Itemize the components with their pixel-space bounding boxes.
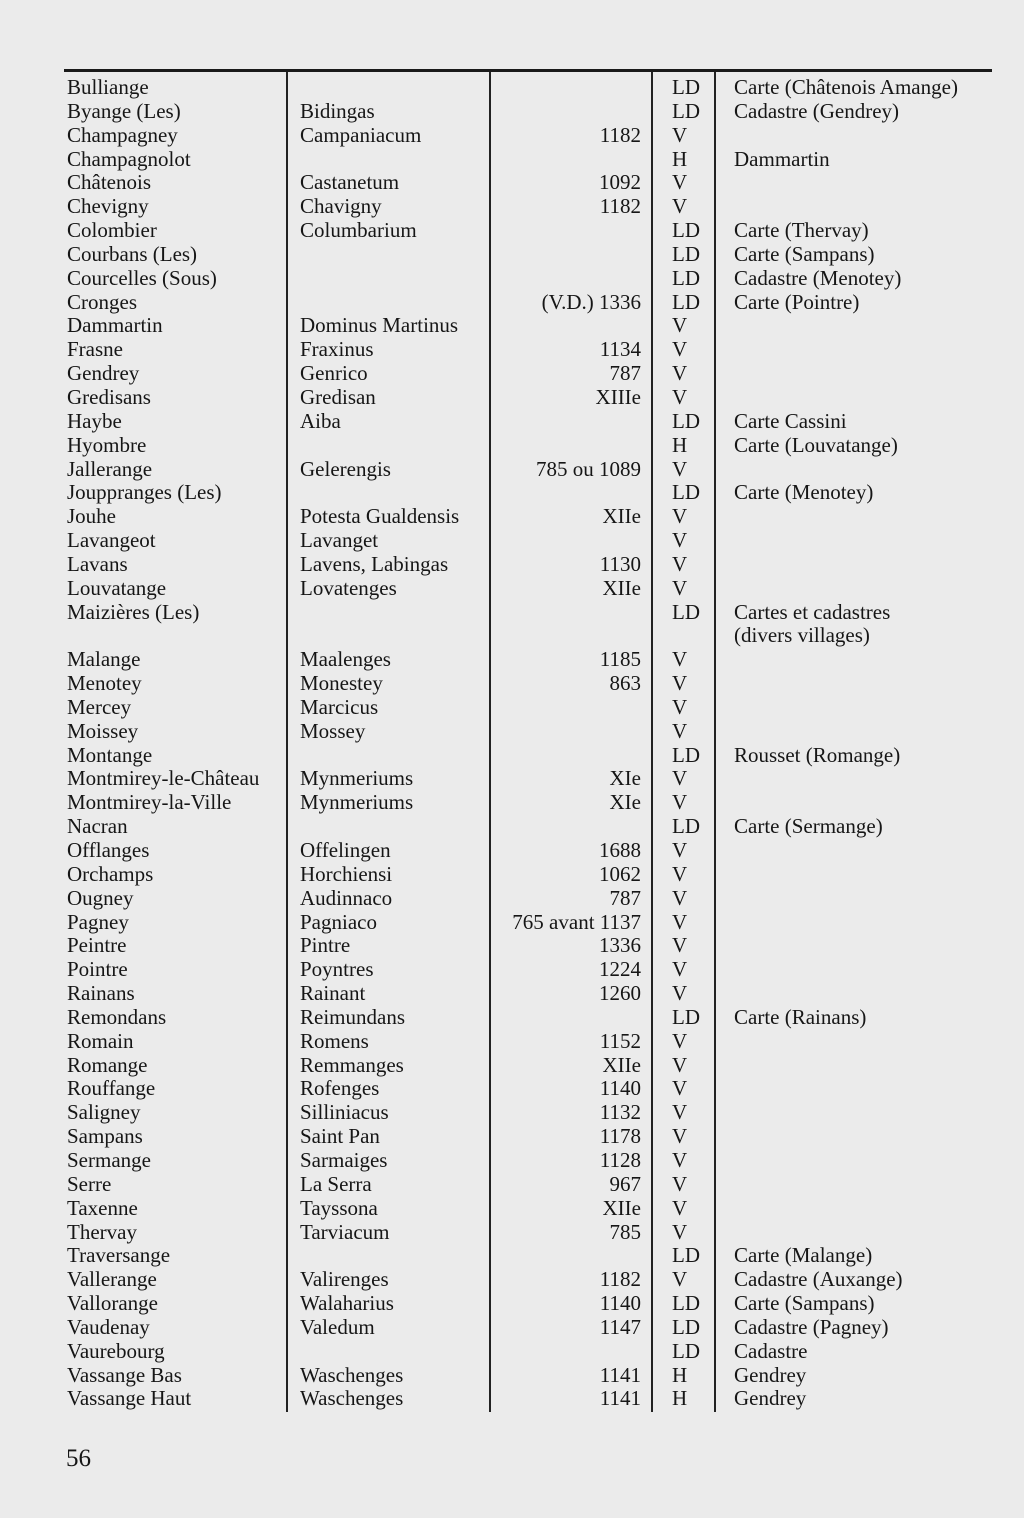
cell-type-code: V (672, 1219, 688, 1244)
page-number: 56 (66, 1445, 91, 1472)
cell-date: XIe (609, 766, 641, 791)
cell-latin-name: Silliniacus (300, 1100, 389, 1125)
cell-date: 787 (609, 361, 641, 386)
table-row (0, 815, 1024, 839)
cell-type-code: V (672, 361, 688, 386)
cell-place-name: Chevigny (67, 194, 149, 219)
cell-place-name: Byange (Les) (67, 98, 181, 123)
table-row (0, 410, 1024, 434)
cell-latin-name: Remmanges (300, 1052, 404, 1077)
cell-type-code: V (672, 1028, 688, 1053)
table-row (0, 1244, 1024, 1268)
cell-place-name: Romain (67, 1028, 134, 1053)
cell-date: 1336 (599, 933, 641, 958)
table-row (0, 1006, 1024, 1030)
table-row (0, 696, 1024, 720)
cell-source: Dammartin (734, 146, 830, 171)
cell-place-name: Vassange Haut (67, 1386, 192, 1411)
table-row (0, 481, 1024, 505)
table-row (0, 76, 1024, 100)
cell-date: 1134 (599, 337, 641, 362)
cell-date: 1141 (599, 1362, 641, 1387)
cell-latin-name: Lavens, Labingas (300, 551, 449, 576)
cell-place-name: Vassange Bas (67, 1362, 182, 1387)
table-row (0, 958, 1024, 982)
cell-place-name: Courcelles (Sous) (67, 265, 217, 290)
cell-source: Carte (Malange) (734, 1243, 873, 1268)
table-row (0, 934, 1024, 958)
cell-latin-name: Mynmeriums (300, 790, 414, 815)
cell-place-name: Menotey (67, 671, 142, 696)
cell-place-name: Montmirey-la-Ville (67, 790, 232, 815)
cell-type-code: H (672, 1386, 688, 1411)
cell-type-code: V (672, 337, 688, 362)
cell-type-code: V (672, 933, 688, 958)
table-top-rule (64, 69, 992, 72)
cell-date: XIIIe (595, 384, 641, 409)
cell-latin-name: Monestey (300, 671, 383, 696)
cell-latin-name: Valedum (300, 1314, 375, 1339)
table-row (0, 720, 1024, 744)
table-row (0, 267, 1024, 291)
cell-place-name: Traversange (67, 1243, 171, 1268)
cell-type-code: V (672, 1195, 688, 1220)
cell-place-name: Rainans (67, 981, 135, 1006)
cell-date: 1182 (599, 1267, 641, 1292)
cell-source: Carte (Menotey) (734, 480, 874, 505)
cell-latin-name: Waschenges (300, 1386, 404, 1411)
cell-source: Cadastre (Pagney) (734, 1314, 889, 1339)
cell-place-name: Taxenne (67, 1195, 138, 1220)
cell-latin-name: Mossey (300, 718, 366, 743)
cell-place-name: Pagney (67, 909, 129, 934)
table-row (0, 1197, 1024, 1221)
cell-latin-name: Saint Pan (300, 1124, 380, 1149)
cell-type-code: V (672, 718, 688, 743)
cell-latin-name: Waschenges (300, 1362, 404, 1387)
cell-type-code: V (672, 981, 688, 1006)
cell-date: 787 (609, 885, 641, 910)
cell-date: 1141 (599, 1386, 641, 1411)
cell-source: Carte (Louvatange) (734, 432, 898, 457)
cell-type-code: V (672, 504, 688, 529)
cell-place-name: Courbans (Les) (67, 241, 198, 266)
cell-latin-name: La Serra (300, 1171, 372, 1196)
cell-source: Cadastre (Menotey) (734, 265, 902, 290)
cell-place-name: Saligney (67, 1100, 141, 1125)
table-row (0, 624, 1024, 648)
cell-place-name: Serre (67, 1171, 112, 1196)
place-names-table (0, 76, 1024, 1411)
cell-source: Rousset (Romange) (734, 742, 901, 767)
table-row (0, 791, 1024, 815)
cell-date: 1128 (599, 1147, 641, 1172)
cell-date: 863 (609, 671, 641, 696)
cell-source: Carte (Sampans) (734, 1291, 875, 1316)
cell-type-code: H (672, 432, 688, 457)
cell-date: XIe (609, 790, 641, 815)
table-row (0, 458, 1024, 482)
table-row (0, 1149, 1024, 1173)
cell-type-code: V (672, 384, 688, 409)
cell-type-code: V (672, 551, 688, 576)
cell-date: 785 ou 1089 (536, 456, 641, 481)
table-row (0, 553, 1024, 577)
table-row (0, 100, 1024, 124)
cell-place-name: Haybe (67, 408, 122, 433)
cell-type-code: V (672, 122, 688, 147)
cell-date: 1224 (599, 957, 641, 982)
cell-type-code: V (672, 694, 688, 719)
cell-place-name: Remondans (67, 1004, 167, 1029)
cell-date: 1092 (599, 170, 641, 195)
cell-type-code: LD (672, 98, 700, 123)
cell-source: Gendrey (734, 1386, 807, 1411)
cell-type-code: V (672, 1100, 688, 1125)
cell-place-name: Peintre (67, 933, 127, 958)
cell-place-name: Champagney (67, 122, 178, 147)
cell-place-name: Montange (67, 742, 153, 767)
table-row (0, 243, 1024, 267)
cell-place-name: Malange (67, 647, 141, 672)
cell-type-code: LD (672, 265, 700, 290)
cell-latin-name: Walaharius (300, 1291, 394, 1316)
cell-type-code: LD (672, 1291, 700, 1316)
cell-date: 1152 (599, 1028, 641, 1053)
cell-latin-name: Maalenges (300, 647, 391, 672)
cell-latin-name: Aiba (300, 408, 341, 433)
cell-place-name: Vallorange (67, 1291, 158, 1316)
cell-latin-name: Romens (300, 1028, 369, 1053)
cell-latin-name: Tarviacum (300, 1219, 390, 1244)
cell-place-name: Colombier (67, 218, 157, 243)
cell-type-code: V (672, 647, 688, 672)
cell-place-name: Gredisans (67, 384, 151, 409)
table-row (0, 744, 1024, 768)
cell-place-name: Jouhe (67, 504, 116, 529)
table-row (0, 1054, 1024, 1078)
cell-place-name: Orchamps (67, 861, 154, 886)
cell-latin-name: Mynmeriums (300, 766, 414, 791)
cell-place-name: Bulliange (67, 75, 149, 99)
table-row (0, 314, 1024, 338)
cell-place-name: Sampans (67, 1124, 143, 1149)
cell-place-name: Mercey (67, 694, 132, 719)
cell-date: XIIe (602, 1195, 641, 1220)
cell-source: Gendrey (734, 1362, 807, 1387)
table-row (0, 1292, 1024, 1316)
cell-latin-name: Rainant (300, 981, 366, 1006)
cell-date: 1688 (599, 838, 641, 862)
cell-type-code: V (672, 170, 688, 195)
cell-latin-name: Lovatenges (300, 575, 397, 600)
cell-source: Cadastre (734, 1338, 808, 1363)
cell-latin-name: Campaniacum (300, 122, 422, 147)
cell-type-code: LD (672, 289, 700, 314)
cell-place-name: Ougney (67, 885, 134, 910)
cell-place-name: Rouffange (67, 1076, 156, 1101)
table-row (0, 1268, 1024, 1292)
cell-latin-name: Offelingen (300, 838, 391, 862)
table-row (0, 219, 1024, 243)
cell-type-code: V (672, 861, 688, 886)
cell-type-code: V (672, 1147, 688, 1172)
cell-date: 1182 (599, 122, 641, 147)
cell-latin-name: Audinnaco (300, 885, 393, 910)
cell-type-code: V (672, 885, 688, 910)
cell-type-code: H (672, 146, 688, 171)
cell-type-code: H (672, 1362, 688, 1387)
cell-date: XIIe (602, 504, 641, 529)
table-row (0, 529, 1024, 553)
table-row (0, 1077, 1024, 1101)
cell-date: 1062 (599, 861, 641, 886)
table-row (0, 505, 1024, 529)
cell-source: Carte (Sampans) (734, 241, 875, 266)
cell-latin-name: Tayssona (300, 1195, 378, 1220)
cell-source: Carte (Pointre) (734, 289, 860, 314)
table-row (0, 195, 1024, 219)
table-row (0, 648, 1024, 672)
cell-type-code: V (672, 528, 688, 553)
cell-date: XIIe (602, 1052, 641, 1077)
cell-type-code: V (672, 838, 688, 862)
table-row (0, 386, 1024, 410)
table-row (0, 1221, 1024, 1245)
table-row (0, 1101, 1024, 1125)
cell-type-code: V (672, 1052, 688, 1077)
table-row (0, 839, 1024, 863)
cell-place-name: Châtenois (67, 170, 151, 195)
cell-date: 1130 (599, 551, 641, 576)
cell-type-code: LD (672, 480, 700, 505)
table-row (0, 1387, 1024, 1411)
cell-latin-name: Dominus Martinus (300, 313, 459, 338)
cell-place-name: Hyombre (67, 432, 147, 457)
cell-type-code: LD (672, 742, 700, 767)
cell-type-code: LD (672, 1338, 700, 1363)
cell-type-code: V (672, 1124, 688, 1149)
table-row (0, 148, 1024, 172)
cell-type-code: LD (672, 75, 700, 99)
cell-type-code: LD (672, 241, 700, 266)
table-row (0, 362, 1024, 386)
cell-type-code: V (672, 957, 688, 982)
cell-type-code: LD (672, 218, 700, 243)
cell-source: Cartes et cadastres (734, 599, 891, 624)
cell-type-code: LD (672, 814, 700, 839)
cell-source: (divers villages) (734, 623, 870, 648)
table-row (0, 887, 1024, 911)
cell-place-name: Romange (67, 1052, 148, 1077)
table-row (0, 672, 1024, 696)
cell-latin-name: Chavigny (300, 194, 382, 219)
table-row (0, 601, 1024, 625)
cell-place-name: Thervay (67, 1219, 137, 1244)
cell-source: Cadastre (Auxange) (734, 1267, 903, 1292)
cell-place-name: Louvatange (67, 575, 167, 600)
cell-latin-name: Pintre (300, 933, 351, 958)
table-row (0, 767, 1024, 791)
cell-date: 1132 (599, 1100, 641, 1125)
cell-place-name: Vaurebourg (67, 1338, 165, 1363)
table-row (0, 911, 1024, 935)
cell-latin-name: Sarmaiges (300, 1147, 388, 1172)
cell-place-name: Pointre (67, 957, 128, 982)
cell-date: 1178 (599, 1124, 641, 1149)
cell-latin-name: Marcicus (300, 694, 379, 719)
cell-type-code: V (672, 1076, 688, 1101)
cell-latin-name: Gelerengis (300, 456, 391, 481)
cell-latin-name: Reimundans (300, 1004, 405, 1029)
cell-type-code: LD (672, 408, 700, 433)
table-row (0, 982, 1024, 1006)
cell-date: 1185 (599, 647, 641, 672)
cell-place-name: Montmirey-le-Château (67, 766, 260, 791)
cell-source: Carte (Sermange) (734, 814, 883, 839)
cell-place-name: Offlanges (67, 838, 150, 862)
cell-place-name: Moissey (67, 718, 139, 743)
cell-date: 1140 (599, 1291, 641, 1316)
cell-place-name: Jouppranges (Les) (67, 480, 222, 505)
cell-source: Carte (Châtenois Amange) (734, 75, 958, 99)
cell-type-code: LD (672, 1314, 700, 1339)
cell-date: (V.D.) 1336 (541, 289, 641, 314)
cell-type-code: V (672, 575, 688, 600)
table-row (0, 1030, 1024, 1054)
cell-source: Carte (Thervay) (734, 218, 869, 243)
cell-latin-name: Columbarium (300, 218, 417, 243)
cell-latin-name: Genrico (300, 361, 368, 386)
cell-type-code: V (672, 456, 688, 481)
cell-date: 1147 (599, 1314, 641, 1339)
cell-place-name: Vaudenay (67, 1314, 150, 1339)
cell-place-name: Jallerange (67, 456, 153, 481)
table-row (0, 863, 1024, 887)
cell-type-code: LD (672, 599, 700, 624)
table-row (0, 291, 1024, 315)
cell-place-name: Sermange (67, 1147, 151, 1172)
cell-date: 1182 (599, 194, 641, 219)
cell-type-code: V (672, 1267, 688, 1292)
cell-type-code: V (672, 671, 688, 696)
cell-latin-name: Bidingas (300, 98, 375, 123)
cell-type-code: V (672, 1171, 688, 1196)
cell-latin-name: Pagniaco (300, 909, 377, 934)
cell-latin-name: Fraxinus (300, 337, 374, 362)
cell-source: Carte Cassini (734, 408, 847, 433)
cell-date: 1260 (599, 981, 641, 1006)
cell-place-name: Frasne (67, 337, 123, 362)
cell-type-code: V (672, 313, 688, 338)
cell-latin-name: Potesta Gualdensis (300, 504, 460, 529)
table-row (0, 434, 1024, 458)
cell-latin-name: Gredisan (300, 384, 376, 409)
cell-latin-name: Poyntres (300, 957, 374, 982)
table-row (0, 1364, 1024, 1388)
table-row (0, 1125, 1024, 1149)
table-row (0, 1340, 1024, 1364)
cell-date: XIIe (602, 575, 641, 600)
cell-place-name: Maizières (Les) (67, 599, 200, 624)
cell-place-name: Gendrey (67, 361, 140, 386)
cell-latin-name: Lavanget (300, 528, 379, 553)
cell-latin-name: Castanetum (300, 170, 400, 195)
cell-source: Carte (Rainans) (734, 1004, 867, 1029)
cell-place-name: Lavangeot (67, 528, 156, 553)
table-row (0, 124, 1024, 148)
cell-place-name: Champagnolot (67, 146, 191, 171)
cell-place-name: Vallerange (67, 1267, 157, 1292)
cell-date: 967 (609, 1171, 641, 1196)
cell-latin-name: Valirenges (300, 1267, 389, 1292)
cell-place-name: Lavans (67, 551, 128, 576)
cell-type-code: LD (672, 1004, 700, 1029)
cell-date: 785 (609, 1219, 641, 1244)
cell-latin-name: Rofenges (300, 1076, 380, 1101)
cell-source: Cadastre (Gendrey) (734, 98, 900, 123)
cell-type-code: V (672, 194, 688, 219)
cell-type-code: V (672, 790, 688, 815)
cell-date: 1140 (599, 1076, 641, 1101)
table-row (0, 1316, 1024, 1340)
cell-date: 765 avant 1137 (512, 909, 641, 934)
cell-latin-name: Horchiensi (300, 861, 393, 886)
cell-type-code: V (672, 766, 688, 791)
cell-place-name: Nacran (67, 814, 128, 839)
cell-type-code: LD (672, 1243, 700, 1268)
cell-place-name: Cronges (67, 289, 137, 314)
cell-place-name: Dammartin (67, 313, 163, 338)
table-row (0, 338, 1024, 362)
cell-type-code: V (672, 909, 688, 934)
table-row (0, 171, 1024, 195)
table-row (0, 577, 1024, 601)
table-row (0, 1173, 1024, 1197)
